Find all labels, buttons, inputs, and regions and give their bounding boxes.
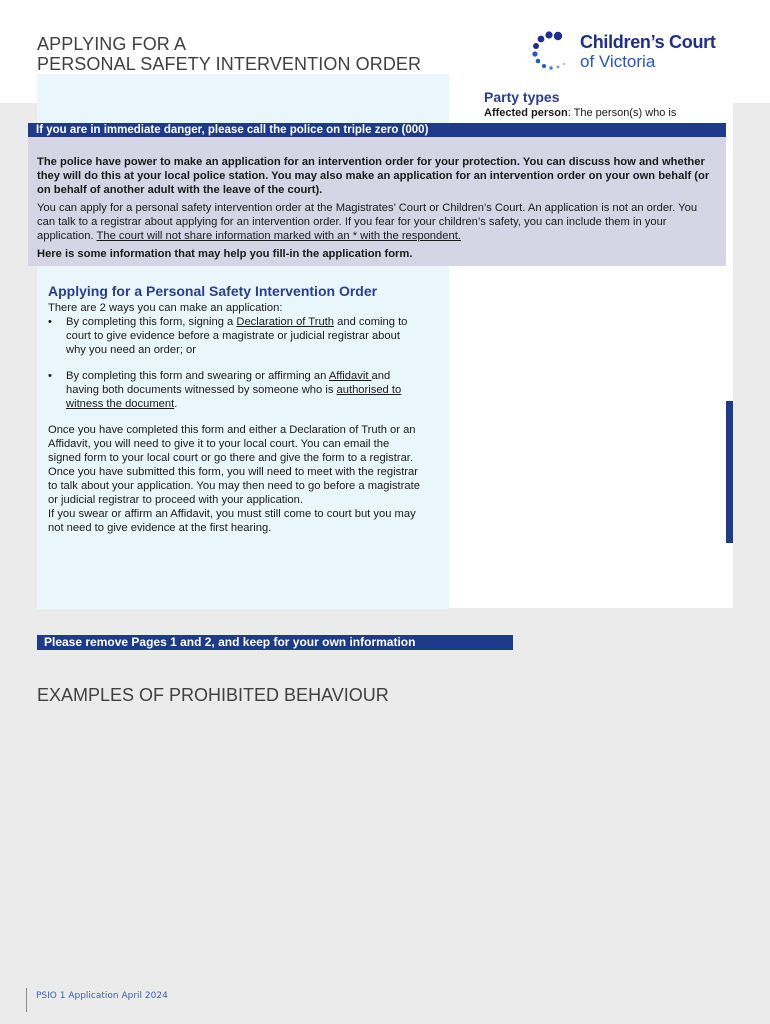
list-item	[66, 369, 422, 411]
application-methods-list	[48, 315, 422, 411]
police-power-paragraph: The police have power to make an application for an intervention order for your protection. You can discuss how and whether they will do this at your local police station. You may also make an application for an intervention order on your own behalf (or on behalf of another adult with the leave of the court).	[37, 156, 710, 196]
applying-section	[37, 279, 432, 589]
bullet-text: By completing this form, signing a	[66, 316, 237, 328]
registrar-paragraph: Once you have submitted this form, you will need to meet with the registrar to talk about your application. You may then need to go before a magistrate or judicial registrar to proceed with your application.	[48, 466, 420, 506]
footer-divider	[26, 988, 27, 1012]
danger-warning-bar: If you are in immediate danger, please call the police on triple zero (000)	[28, 123, 726, 137]
dots-arc-icon	[530, 30, 576, 74]
where-to-apply-text: You can apply for a personal safety intervention order at the Magistrates’ Court or Children’s Court. An application is not an order. You can talk to a registrar about applying for an intervention order. If you fear for your children’s safety, you can include them in your application.	[37, 202, 698, 242]
party-types-section	[484, 89, 734, 120]
right-accent-bar	[726, 401, 733, 543]
affidavit-paragraph: If you swear or affirm an Affidavit, you must still come to court but you may not need to give evidence at the first hearing.	[48, 508, 416, 534]
footer-text: PSIO 1 Application April 2024	[36, 991, 168, 1001]
bullet-text: By completing this form and swearing or affirming an	[66, 370, 329, 382]
party-types-definition	[484, 106, 734, 120]
remove-pages-bar: Please remove Pages 1 and 2, and keep for your own information	[37, 635, 513, 650]
party-types-heading: Party types	[484, 89, 560, 105]
bullet-text: and having both documents witnessed by someone who is	[66, 370, 391, 396]
police-info-box	[28, 137, 726, 266]
logo-text-line-1: Children’s Court	[580, 32, 716, 52]
childrens-court-logo	[530, 30, 740, 74]
authorised-witness-link[interactable]: authorised to witness the document	[66, 384, 402, 410]
affected-person-text: : The person(s) who is	[567, 107, 677, 119]
affected-person-term: Affected person	[484, 107, 568, 119]
affidavit-link[interactable]: Affidavit	[328, 370, 372, 382]
logo-text-line-2: of Victoria	[580, 52, 656, 71]
submit-paragraph: Once you have completed this form and either a Declaration of Truth or an Affidavit, you will need to give it to your local court. You can email the signed form to your local court or go there and give the form to a registrar.	[48, 424, 416, 464]
title-line-1: APPLYING FOR A	[37, 34, 187, 54]
declaration-of-truth-link[interactable]: Declaration of Truth	[236, 316, 335, 328]
bullet-text: .	[174, 398, 178, 410]
confidential-note: The court will not share information marked with an * with the respondent.	[96, 230, 461, 242]
bullet-text: and coming to court to give evidence before a magistrate or judicial registrar about why you need an order; or	[66, 316, 408, 356]
applying-intro: There are 2 ways you can make an application:	[48, 302, 283, 314]
help-intro-paragraph: Here is some information that may help you fill-in the application form.	[37, 248, 413, 260]
examples-heading: EXAMPLES OF PROHIBITED BEHAVIOUR	[37, 685, 389, 705]
title-line-2: PERSONAL SAFETY INTERVENTION ORDER	[37, 54, 422, 74]
list-item	[66, 315, 422, 357]
where-to-apply-paragraph	[37, 201, 718, 243]
applying-heading: Applying for a Personal Safety Intervention Order	[48, 283, 378, 299]
document-title	[37, 34, 421, 74]
